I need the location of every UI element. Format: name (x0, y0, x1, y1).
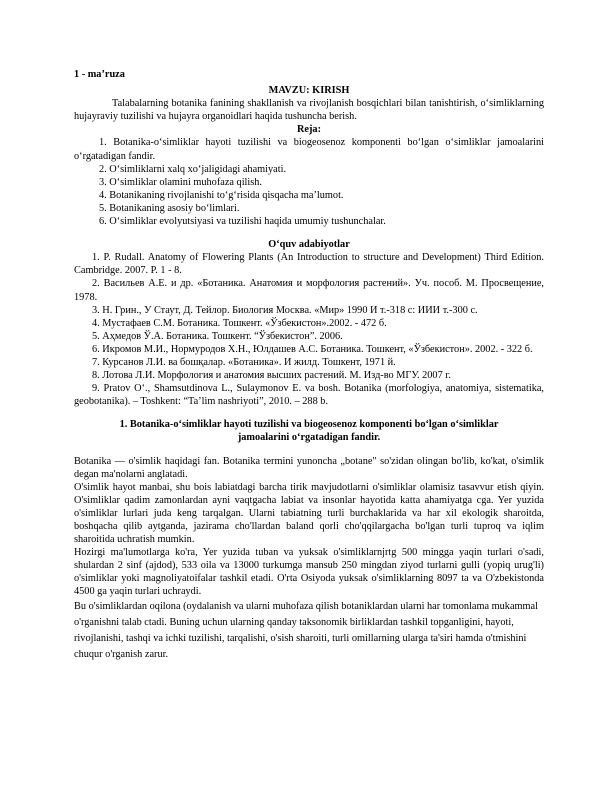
plan-item: 5. Botanikaning asosiy bo‘limlari. (99, 202, 240, 214)
literature-item: 8. Лотова Л.И. Морфология и анатомия высших растений. М. Изд-во МГУ. 2007 г. (92, 370, 451, 382)
topic-title: MAVZU: KIRISH (268, 85, 350, 97)
plan-list (74, 136, 544, 228)
plan-item: 3. O‘simliklar olamini muhofaza qilish. (99, 176, 263, 188)
literature-item: 7. Курсанов Л.И. ва бошқалар. «Ботаника». И жилд. Тошкент, 1971 й. (92, 356, 396, 368)
literature-item: 2. Васильев А.Е. и др. «Ботаника. Анатомия и морфология растений». Уч. пособ. М. Просвещение, 1978. (74, 278, 544, 303)
literature-list (74, 251, 544, 408)
plan-item: 1. Botanika-o‘simliklar hayoti tuzilishi va biogeosenoz komponenti bo‘lgan o‘simliklar jamoalarini o‘rgatadigan fandir. (74, 137, 544, 162)
literature-title: O‘quv adabiyotlar (268, 239, 350, 251)
body-paragraph: Botanika — o'simlik haqidagi fan. Botanika termini yunoncha „botane" so'zidan olingan bo'lib, ko'kat, o'simlik degan ma'nolarni anglatadi. (74, 455, 544, 480)
plan-item: 2. O‘simliklarni xalq xo‘jaligidagi ahamiyati. (99, 163, 287, 175)
literature-item: 9. Pratov O‘., Shamsutdinova L., Sulaymonov E. va bosh. Botanika (morfologiya, anatomiya, sistematika, geobotanika). – Toshkent: “Ta’lim nashriyoti”, 2010. – 288 b. (74, 383, 544, 408)
literature-item: 5. Аҳмедов Ў.А. Ботаника. Тошкент. “Ўзбекистон”. 2006. (92, 330, 343, 342)
lecture-number: 1 - ma’ruza (74, 69, 125, 80)
document-page (74, 68, 544, 663)
body-paragraph: Hozirgi ma'lumotlarga ko'ra, Yer yuzida tuban va yuksak o'simliklarnjrtg 500 mingga yaqin turlari o'sadi, shulardan 2 sinf (ajdod), 533 oila va 13000 turkumga mansub 250 mingdan ziyod turlarni gulli (yopiq urug'li) o'simliklar yoki magnoliyatoifalar tashkil etadi. O'rta Osiyoda yuksak o'simliklarning 8097 ta va O'zbekistonda 4500 ga yaqin turlari uchraydi. (74, 547, 544, 598)
literature-item: 4. Мустафаев С.М. Ботаника. Тошкент. «Ўзбекистон».2002. - 472 б. (92, 317, 387, 329)
intro-paragraph: Talabalarning botanika fanining shakllanish va rivojlanish bosqichlari bilan tanishtirish, o‘simliklarning hujayraviy tuzilishi va hujayra organoidlari haqida tushuncha berish. (74, 98, 544, 123)
literature-item: 6. Икромов М.И., Нормуродов Х.Н., Юлдашев А.С. Ботаника. Тошкент, «Ўзбекистон». 2002. - 322 б. (92, 343, 533, 355)
plan-title: Reja: (296, 124, 321, 136)
body-paragraph: O'simlik hayot manbai, shu bois labiatdagi barcha tirik mavjudotlarni o'simliklar olamisiz tasavvur etish qiyin. O'simliklar qadim zamonlardan ayni vaqtgacha labiat va insonlar hayotida katta ahamiyatga cga. Yer yuzida o'simliklar lurlari juda keng tarqalgan. Ularni tabiatning turli burchaklarida va har xil ekologik sharoitda, boshqacha qilib aytganda, jazirama cho'llardan baland qorli cho'qqilargacha bo'lgan turli tuproq va iqlim sharoitida uchratish mumkin. (74, 481, 544, 546)
section-title: 1. Botanika-o‘simliklar hayoti tuzilishi va biogeosenoz komponenti bo‘lgan o‘simliklar jamoalarini o‘rgatadigan fandir. (119, 419, 499, 444)
literature-item: 3. Н. Грин., У Стаут, Д. Тейлор. Биология Москва. «Мир» 1990 И т.-318 с: ИИИ т.-300 с. (92, 304, 478, 316)
plan-item: 4. Botanikaning rivojlanishi to‘g‘risida qisqacha ma’lumot. (99, 189, 344, 201)
literature-item: 1. P. Rudall. Anatomy of Flowering Plants (An Introduction to structure and Development) Third Edition. Cambridge. 2007. P. 1 - 8. (74, 252, 544, 277)
body-paragraph: Bu o'simliklardan oqilona (oydalanish va ularni muhofaza qilish botaniklardan ularni har tomonlama mukammal o'rganishni talab ctadi. Buning uchun ularning qanday taksonomik birliklardan tashkil topganligini, hayoti, rivojlanishi, tashqi va ichki tuzilishi, tarqalishi, o'sish sharoiti, turli omillarning ularga ta'siri hamda o'tmishini chuqur o'rganish zarur. (74, 600, 538, 661)
plan-item: 6. O‘simliklar evolyutsiyasi va tuzilishi haqida umumiy tushunchalar. (99, 216, 386, 228)
